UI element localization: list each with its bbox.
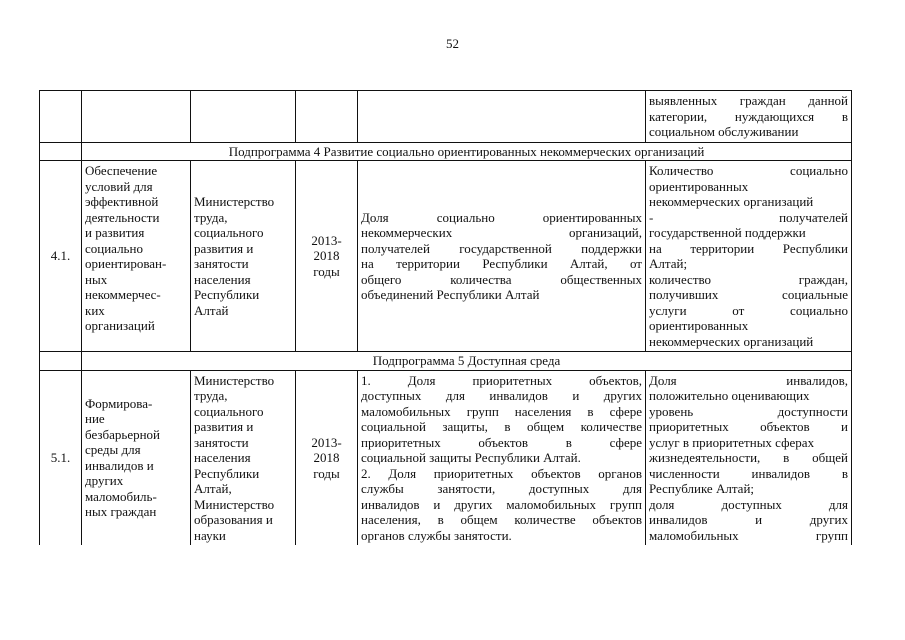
subprogram-header-row <box>40 352 852 371</box>
text-line: Министерство <box>194 372 275 388</box>
text-line: ных <box>85 271 108 287</box>
text-line: - получателей <box>649 209 848 225</box>
cell-result <box>646 91 852 143</box>
text-line: деятельности <box>85 209 160 225</box>
program-table <box>39 90 852 545</box>
text-line: получателей государственной поддержки <box>361 240 642 256</box>
text-line: получивших социальные <box>649 287 848 302</box>
text-line: Формирова- <box>85 395 153 411</box>
cell-indicator <box>358 91 646 143</box>
text-line: услуг в приоритетных сферах <box>649 434 815 450</box>
text-line: социального <box>194 225 264 240</box>
text-line: социального <box>194 403 264 419</box>
text-line: ких <box>85 302 105 318</box>
cell-name <box>82 91 191 143</box>
text-line: труда, <box>194 388 228 403</box>
indicator <box>358 161 646 352</box>
text-line: 2013- <box>311 232 342 248</box>
expected-result <box>646 161 852 352</box>
table-row <box>40 370 852 545</box>
text-line: 2013- <box>311 434 342 450</box>
text-line: годы <box>313 263 340 279</box>
text-line: количество граждан, <box>649 271 848 287</box>
text-line: Алтай; <box>649 256 688 271</box>
text-line: ориентированных <box>649 318 749 333</box>
cell-period <box>296 91 358 143</box>
text-line: других <box>85 473 124 489</box>
text-line: занятости <box>194 256 249 271</box>
cell-empty <box>40 142 82 161</box>
page-number: 52 <box>446 36 459 51</box>
text-line: некоммерчес- <box>85 287 161 302</box>
text-line: инвалидов и <box>85 457 154 473</box>
text-line: некоммерческих организаций, <box>361 225 642 240</box>
cell-empty <box>40 352 82 371</box>
text-line: категории, нуждающихся в <box>649 108 848 124</box>
subprogram-title: Подпрограмма 4 Развитие социально ориентированных некоммерческих организаций <box>82 142 852 161</box>
text-line: положительно оценивающих <box>649 388 810 403</box>
text-line: развития и <box>194 419 254 434</box>
text-line: на территории Республики <box>649 240 848 256</box>
text-line: социальном обслуживании <box>649 124 799 139</box>
row-number: 5.1. <box>40 370 82 545</box>
text-line: Обеспечение <box>85 163 158 178</box>
period <box>296 370 358 545</box>
text-line: занятости <box>194 434 249 450</box>
row-number: 4.1. <box>40 161 82 352</box>
text-line: Доля инвалидов, <box>649 372 848 388</box>
text-line: ориентирован- <box>85 256 167 271</box>
measure-name <box>82 370 191 545</box>
text-line: ориентированных <box>649 178 749 194</box>
cell-executor <box>191 91 296 143</box>
executor <box>191 370 296 545</box>
text-line: организаций <box>85 318 155 333</box>
text-line: развития и <box>194 240 254 256</box>
text-line: науки <box>194 527 226 543</box>
text-line: условий для <box>85 178 153 194</box>
text-line: общего количества общественных <box>361 271 642 287</box>
cell-num <box>40 91 82 143</box>
text-line: маломобильных групп населения в сфере <box>361 403 642 419</box>
text-line: инвалидов и других маломобильных групп <box>361 496 642 512</box>
text-line: государственной поддержки <box>649 225 806 240</box>
text-line: органов службы занятости. <box>361 527 512 543</box>
text-line: доступных для инвалидов и других <box>361 388 642 403</box>
text-line: 2018 <box>313 450 340 465</box>
table-row <box>40 161 852 352</box>
text-line: образования и <box>194 512 273 527</box>
text-line: некоммерческих организаций <box>649 194 814 209</box>
text-line: приоритетных объектов в сфере <box>361 434 642 450</box>
text-line: ных граждан <box>85 504 157 520</box>
text-line: населения <box>194 450 251 465</box>
text-line: некоммерческих организаций <box>649 333 814 349</box>
text-line: выявленных граждан данной <box>649 93 848 108</box>
text-line: Алтай, <box>194 481 232 496</box>
text-line: труда, <box>194 209 228 225</box>
text-line: Доля социально ориентированных <box>361 209 642 225</box>
measure-name <box>82 161 191 352</box>
text-line: Количество социально <box>649 163 848 178</box>
text-line: ние <box>85 411 105 427</box>
text-line: на территории Республики Алтай, от <box>361 256 642 271</box>
text-line: эффективной <box>85 194 159 209</box>
text-line: объединений Республики Алтай <box>361 287 540 302</box>
period <box>296 161 358 352</box>
text-line: безбарьерной <box>85 426 161 442</box>
expected-result <box>646 370 852 545</box>
text-line: Республики <box>194 465 260 481</box>
text-line: 1. Доля приоритетных объектов, <box>361 372 642 388</box>
subprogram-title: Подпрограмма 5 Доступная среда <box>82 352 852 371</box>
subprogram-header-row <box>40 142 852 161</box>
text-line: численности инвалидов в <box>649 465 848 481</box>
text-line: приоритетных объектов и <box>649 419 848 434</box>
text-line: уровень доступности <box>649 403 848 419</box>
text-line: социальной защиты Республики Алтай. <box>361 450 581 465</box>
table-row-continuation <box>40 91 852 143</box>
text-line: населения <box>194 271 251 287</box>
text-line: населения, в общем количестве объектов <box>361 512 642 527</box>
text-line: Республики <box>194 287 260 302</box>
text-line: социальной защиты, в общем количестве <box>361 419 642 434</box>
text-line: 2018 <box>313 248 340 264</box>
text-line: маломобиль- <box>85 488 157 504</box>
text-line: службы занятости, доступных для <box>361 481 642 496</box>
text-line: Республике Алтай; <box>649 481 755 496</box>
text-line: Алтай <box>194 302 229 318</box>
text-line: годы <box>313 465 340 481</box>
text-line: доля доступных для <box>649 496 848 512</box>
text-line: Министерство <box>194 496 275 512</box>
indicator <box>358 370 646 545</box>
text-line: инвалидов и других <box>649 512 848 527</box>
text-line: и развития <box>85 225 145 240</box>
text-line: жизнедеятельности, в общей <box>649 450 848 465</box>
text-line: 2. Доля приоритетных объектов органов <box>361 465 642 481</box>
text-line: маломобильных групп <box>649 527 848 543</box>
executor <box>191 161 296 352</box>
text-line: среды для <box>85 442 141 458</box>
text-line: Министерство <box>194 194 275 209</box>
text-line: услуги от социально <box>649 302 848 318</box>
text-line: социально <box>85 240 143 256</box>
